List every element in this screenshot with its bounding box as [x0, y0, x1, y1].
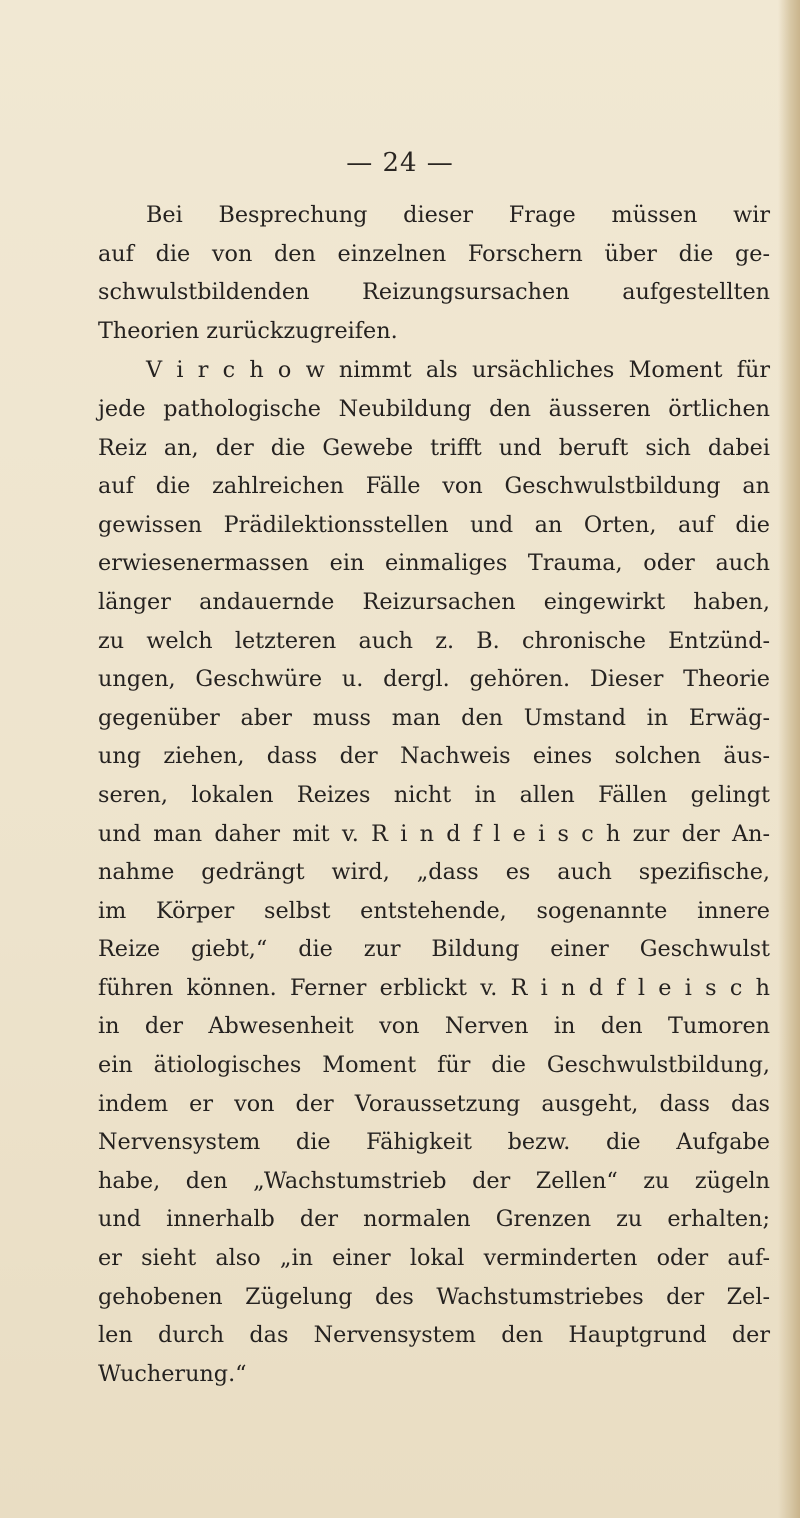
text-line: schwulstbildenden Reizungsursachen aufgestellten: [98, 279, 770, 306]
text-line: und innerhalb der normalen Grenzen zu erhalten;: [98, 1206, 770, 1233]
text-line: im Körper selbst entstehende, sogenannte innere: [98, 897, 770, 924]
paragraph: [98, 351, 770, 1393]
text-line: Reize giebt,“ die zur Bildung einer Geschwulst: [98, 936, 770, 963]
paragraph: [98, 196, 770, 350]
text-line: habe, den „Wachstumstrieb der Zellen“ zu zügeln: [98, 1167, 770, 1194]
text-line: auf die von den einzelnen Forschern über die ge-: [98, 240, 770, 267]
text-line: erwiesenermassen ein einmaliges Trauma, oder auch: [98, 550, 770, 577]
text-line: führen können. Ferner erblickt v. R i n d f l e i s c h: [98, 974, 770, 1001]
text-line: länger andauernde Reizursachen eingewirkt haben,: [98, 588, 770, 615]
text-line: ein ätiologisches Moment für die Geschwulstbildung,: [98, 1052, 770, 1079]
text-line: Reiz an, der die Gewebe trifft und beruft sich dabei: [98, 434, 770, 461]
text-line: zu welch letzteren auch z. B. chronische Entzünd-: [98, 627, 770, 654]
text-line: indem er von der Voraussetzung ausgeht, dass das: [98, 1090, 770, 1117]
text-line: jede pathologische Neubildung den äusseren örtlichen: [98, 395, 770, 422]
text-line: len durch das Nervensystem den Hauptgrund der: [98, 1322, 770, 1349]
text-line: er sieht also „in einer lokal verminderten oder auf-: [98, 1245, 770, 1272]
text-line: auf die zahlreichen Fälle von Geschwulstbildung an: [98, 473, 770, 500]
page-number: — 24 —: [346, 148, 454, 178]
text-line: und man daher mit v. R i n d f l e i s c h zur der An-: [98, 820, 770, 847]
page-edge-shadow: [778, 0, 800, 1518]
text-line: Wucherung.“: [98, 1360, 247, 1387]
text-line: V i r c h o w nimmt als ursächliches Moment für: [146, 357, 770, 384]
text-line: nahme gedrängt wird, „dass es auch spezifische,: [98, 859, 770, 886]
text-line: gegenüber aber muss man den Umstand in Erwäg-: [98, 704, 770, 731]
text-line: Bei Besprechung dieser Frage müssen wir: [146, 202, 770, 228]
text-line: gehobenen Zügelung des Wachstumstriebes der Zel-: [98, 1283, 770, 1310]
text-line: Nervensystem die Fähigkeit bezw. die Aufgabe: [98, 1129, 770, 1156]
body-text: [98, 196, 770, 1393]
text-line: ungen, Geschwüre u. dergl. gehören. Dieser Theorie: [98, 666, 770, 693]
text-line: gewissen Prädilektionsstellen und an Orten, auf die: [98, 511, 770, 538]
text-line: ung ziehen, dass der Nachweis eines solchen äus-: [98, 743, 770, 770]
text-line: Theorien zurückzugreifen.: [98, 317, 398, 344]
text-line: seren, lokalen Reizes nicht in allen Fällen gelingt: [98, 781, 770, 808]
text-line: in der Abwesenheit von Nerven in den Tumoren: [98, 1013, 770, 1040]
